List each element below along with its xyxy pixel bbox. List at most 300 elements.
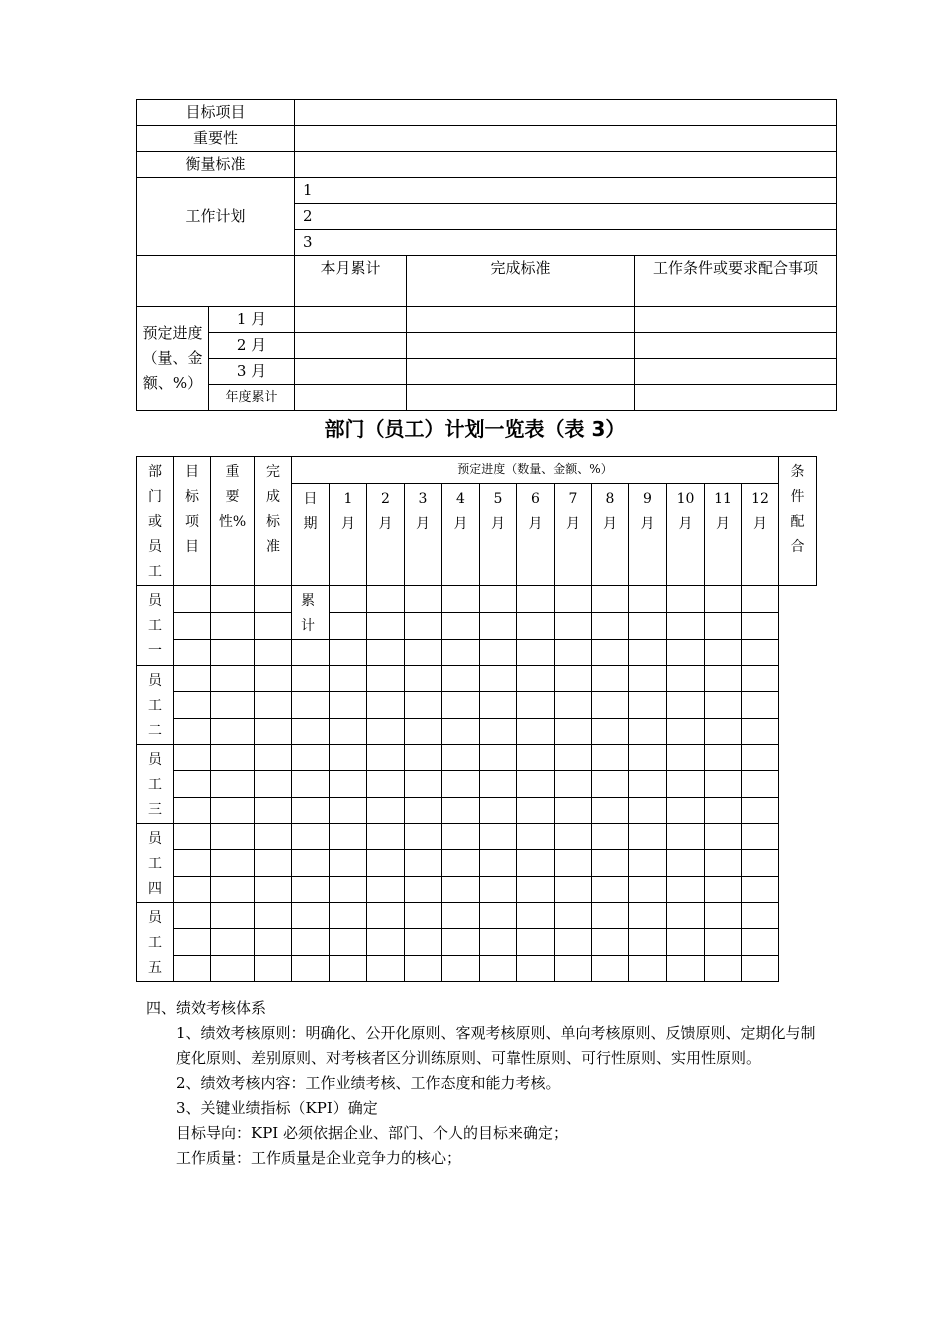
table-cell[interactable] [517,876,555,902]
conditions-header: 工作条件或要求配合事项 [635,256,837,307]
table-cell[interactable] [480,903,517,929]
table-cell[interactable] [255,640,292,666]
dept-header [137,457,174,586]
table-cell[interactable] [517,613,555,640]
table-cell[interactable] [330,613,367,640]
completion-header-text: 完 成 标 准 [266,464,280,555]
table-cell[interactable] [405,876,442,902]
table-cell[interactable] [330,929,367,955]
table-cell[interactable] [330,586,367,613]
table-cell[interactable] [742,955,779,981]
table-cell[interactable] [211,824,255,850]
table-cell[interactable] [405,955,442,981]
table-cell[interactable] [517,824,555,850]
table-cell[interactable] [330,876,367,902]
table-cell[interactable] [211,771,255,797]
table-cell[interactable] [330,824,367,850]
table-cell[interactable] [629,955,667,981]
table-cell[interactable] [405,666,442,692]
table-cell[interactable] [405,771,442,797]
table-cell[interactable] [292,955,330,981]
table-cell[interactable] [442,797,480,823]
table-cell[interactable] [405,718,442,744]
table-cell[interactable] [480,718,517,744]
cell[interactable] [635,359,837,385]
table-cell[interactable] [667,745,705,771]
table-cell[interactable] [705,929,742,955]
table-cell[interactable] [442,876,480,902]
cell[interactable] [295,385,407,411]
table-cell[interactable] [480,797,517,823]
table-cell[interactable] [211,850,255,876]
importance-label: 重要性 [137,126,295,152]
month-label-2: 2 月 [209,333,295,359]
table-cell[interactable] [592,955,629,981]
table-cell[interactable] [705,640,742,666]
table-cell[interactable] [255,824,292,850]
month-total-header: 本月累计 [295,256,407,307]
table-cell[interactable] [405,745,442,771]
table-cell[interactable] [174,955,211,981]
table-cell[interactable] [255,718,292,744]
importance-cell[interactable] [295,126,837,152]
table-cell[interactable] [555,797,592,823]
table-cell[interactable] [405,692,442,718]
table-cell[interactable] [405,797,442,823]
table-cell[interactable] [592,903,629,929]
table-cell[interactable] [211,929,255,955]
table-cell[interactable] [174,666,211,692]
table-cell[interactable] [742,692,779,718]
table-cell[interactable] [592,692,629,718]
table-cell[interactable] [592,666,629,692]
table-cell[interactable] [367,692,405,718]
table-cell[interactable] [705,903,742,929]
table-cell[interactable] [705,745,742,771]
table-cell[interactable] [367,955,405,981]
table-cell[interactable] [480,666,517,692]
table-cell[interactable] [667,640,705,666]
table-cell[interactable] [629,929,667,955]
table-cell[interactable] [705,797,742,823]
table-cell[interactable] [211,692,255,718]
table-cell[interactable] [629,666,667,692]
table-cell[interactable] [555,850,592,876]
table-cell[interactable] [555,718,592,744]
table-cell[interactable] [742,586,779,613]
table-cell[interactable] [517,955,555,981]
table-cell[interactable] [405,903,442,929]
importance-header [211,457,255,586]
table-cell[interactable] [629,850,667,876]
table-cell[interactable] [555,613,592,640]
table-cell[interactable] [480,613,517,640]
table-cell[interactable] [367,929,405,955]
table-cell[interactable] [292,771,330,797]
table-cell[interactable] [174,586,211,613]
month-header-12 [742,483,779,585]
table-cell[interactable] [442,955,480,981]
table-cell[interactable] [517,640,555,666]
table-cell[interactable] [255,692,292,718]
table-cell[interactable] [705,771,742,797]
table-cell[interactable] [330,771,367,797]
table-cell[interactable] [255,797,292,823]
table-cell[interactable] [367,824,405,850]
table-cell[interactable] [367,850,405,876]
table-cell[interactable] [330,666,367,692]
employee-label-4 [137,824,174,903]
table-cell[interactable] [211,666,255,692]
table-cell[interactable] [405,850,442,876]
plan-overview-table [136,456,817,982]
table-cell[interactable] [667,692,705,718]
table-cell[interactable] [367,586,405,613]
table-cell[interactable] [255,876,292,902]
cell[interactable] [635,307,837,333]
table-cell[interactable] [442,903,480,929]
table-cell[interactable] [555,903,592,929]
table-row [137,797,817,823]
table-cell[interactable] [367,797,405,823]
table-cell[interactable] [667,613,705,640]
table-cell[interactable] [667,666,705,692]
table-cell[interactable] [555,771,592,797]
table-row [137,640,817,666]
table-cell[interactable] [742,666,779,692]
target-item-cell[interactable] [295,100,837,126]
table-cell[interactable] [705,718,742,744]
table-cell[interactable] [480,640,517,666]
table-cell[interactable] [742,745,779,771]
table-cell[interactable] [405,586,442,613]
table-row [137,876,817,902]
table-cell[interactable] [629,903,667,929]
table-cell[interactable] [292,692,330,718]
table-cell[interactable] [255,613,292,640]
table-cell[interactable] [255,903,292,929]
table-cell[interactable] [211,718,255,744]
table-cell[interactable] [367,903,405,929]
table-cell[interactable] [255,955,292,981]
table-cell[interactable] [255,666,292,692]
table-cell[interactable] [367,876,405,902]
table-cell[interactable] [330,955,367,981]
table-cell[interactable] [592,876,629,902]
table-cell[interactable] [555,745,592,771]
table-cell[interactable] [292,745,330,771]
table-cell[interactable] [211,613,255,640]
table-cell[interactable] [705,850,742,876]
month-header-7-text: 7 月 [566,490,580,532]
table-cell[interactable] [705,876,742,902]
table-cell[interactable] [592,824,629,850]
date-header [292,483,330,585]
table-cell[interactable] [555,692,592,718]
table-cell[interactable] [174,824,211,850]
table-cell[interactable] [705,586,742,613]
table-cell[interactable] [442,771,480,797]
table-cell[interactable] [667,824,705,850]
table-cell[interactable] [592,718,629,744]
table-cell[interactable] [174,692,211,718]
table-cell[interactable] [480,876,517,902]
month-header-11 [705,483,742,585]
month-header-2-text: 2 月 [378,490,393,532]
table-cell[interactable] [292,640,330,666]
table-cell[interactable] [592,586,629,613]
table-cell[interactable] [517,850,555,876]
table-cell[interactable] [742,718,779,744]
table-cell[interactable] [442,586,480,613]
table-cell[interactable] [174,771,211,797]
month-header-4 [442,483,480,585]
table-cell[interactable] [517,586,555,613]
table-cell[interactable] [442,640,480,666]
table-cell[interactable] [705,955,742,981]
table-cell[interactable] [705,666,742,692]
table-cell[interactable] [517,692,555,718]
table-cell[interactable] [174,903,211,929]
goal-orientation-paragraph: 目标导向：KPI 必须依据企业、部门、个人的目标来确定； [176,1124,568,1142]
table-cell[interactable] [405,613,442,640]
month-header-2 [367,483,405,585]
table-cell[interactable] [292,929,330,955]
table-cell[interactable] [667,718,705,744]
table-cell[interactable] [667,771,705,797]
table-cell[interactable] [667,850,705,876]
table-cell[interactable] [174,850,211,876]
cell[interactable] [295,359,407,385]
table-cell[interactable] [517,771,555,797]
table-cell[interactable] [629,771,667,797]
table-cell[interactable] [742,850,779,876]
cell[interactable] [407,333,635,359]
target-header-text: 目 标 项 目 [185,464,199,555]
month-header-7 [555,483,592,585]
table-cell[interactable] [592,613,629,640]
table-cell[interactable] [742,876,779,902]
measure-cell[interactable] [295,152,837,178]
table-cell[interactable] [480,745,517,771]
table-row [137,613,817,640]
table-cell[interactable] [592,640,629,666]
table-cell[interactable] [705,824,742,850]
table-cell[interactable] [667,586,705,613]
table-cell[interactable] [255,850,292,876]
table-cell[interactable] [480,824,517,850]
employee-label-1-text: 员 工 一 [148,593,162,659]
table-cell[interactable] [405,640,442,666]
plan-item-3[interactable]: 3 [295,230,837,256]
table-cell[interactable] [174,797,211,823]
table-cell[interactable] [330,640,367,666]
table-cell[interactable] [255,929,292,955]
table-cell[interactable] [629,613,667,640]
cell[interactable] [295,307,407,333]
table-cell[interactable] [517,666,555,692]
table-cell[interactable] [629,824,667,850]
table-cell[interactable] [211,955,255,981]
table-cell[interactable] [174,613,211,640]
month-header-11-text: 11 月 [714,490,732,532]
table-cell[interactable] [742,797,779,823]
table-row [137,955,817,981]
table-cell[interactable] [211,640,255,666]
table-cell[interactable] [742,613,779,640]
table-cell[interactable] [367,613,405,640]
table-cell[interactable] [742,824,779,850]
table-cell[interactable] [742,929,779,955]
table-cell[interactable] [480,692,517,718]
month-header-10-text: 10 月 [676,490,695,532]
table-cell[interactable] [555,929,592,955]
table-cell[interactable] [211,903,255,929]
plan-item-2[interactable]: 2 [295,204,837,230]
table-cell[interactable] [555,955,592,981]
target-header [174,457,211,586]
table-cell[interactable] [742,640,779,666]
table-cell[interactable] [442,718,480,744]
table-cell[interactable] [292,850,330,876]
table-cell[interactable] [174,876,211,902]
table-cell[interactable] [367,771,405,797]
table-cell[interactable] [667,929,705,955]
table-cell[interactable] [705,613,742,640]
table-cell[interactable] [367,745,405,771]
month-header-12-text: 12 月 [751,490,769,532]
table-cell[interactable] [592,797,629,823]
table-cell[interactable] [330,718,367,744]
table-cell[interactable] [742,771,779,797]
table-cell[interactable] [667,876,705,902]
progress-header: 预定进度（数量、金额、%） [292,457,779,484]
table-cell[interactable] [255,745,292,771]
table-cell[interactable] [629,718,667,744]
table-cell[interactable] [442,850,480,876]
table-cell[interactable] [667,797,705,823]
table-cell[interactable] [330,903,367,929]
table-cell[interactable] [292,718,330,744]
table-cell[interactable] [367,718,405,744]
table-cell[interactable] [629,745,667,771]
table-cell[interactable] [255,586,292,613]
table-cell[interactable] [667,903,705,929]
table-cell[interactable] [367,666,405,692]
cell[interactable] [635,385,837,411]
month-label-1: 1 月 [209,307,295,333]
month-header-6-text: 6 月 [528,490,543,532]
table-cell[interactable] [211,876,255,902]
table-cell[interactable] [174,745,211,771]
cell[interactable] [407,359,635,385]
work-quality-paragraph: 工作质量：工作质量是企业竞争力的核心； [176,1149,462,1167]
plan-item-1[interactable]: 1 [295,178,837,204]
table-cell[interactable] [480,955,517,981]
workplan-label: 工作计划 [137,178,295,256]
table-cell[interactable] [367,640,405,666]
table-cell[interactable] [592,850,629,876]
table-cell[interactable] [442,745,480,771]
table-cell[interactable] [629,876,667,902]
table-cell[interactable] [517,797,555,823]
table-cell[interactable] [629,692,667,718]
table-cell[interactable] [517,718,555,744]
table-cell[interactable] [480,929,517,955]
table-cell[interactable] [292,666,330,692]
table-cell[interactable] [442,929,480,955]
table-cell[interactable] [292,903,330,929]
table-cell[interactable] [517,929,555,955]
cell[interactable] [295,333,407,359]
table-cell[interactable] [667,955,705,981]
table-cell[interactable] [517,745,555,771]
table-cell[interactable] [480,771,517,797]
table-cell[interactable] [592,745,629,771]
table-cell[interactable] [211,797,255,823]
table-cell[interactable] [174,640,211,666]
table-cell[interactable] [555,824,592,850]
table-cell[interactable] [330,850,367,876]
table-cell[interactable] [742,903,779,929]
month-header-3-text: 3 月 [416,490,430,532]
table-cell[interactable] [555,666,592,692]
table-cell[interactable] [405,824,442,850]
target-item-label: 目标项目 [137,100,295,126]
objective-table [136,99,837,411]
table-cell[interactable] [555,876,592,902]
table-cell[interactable] [442,692,480,718]
table-cell[interactable] [555,640,592,666]
table-cell[interactable] [442,824,480,850]
table-cell[interactable] [292,797,330,823]
table-cell[interactable] [330,745,367,771]
table-cell[interactable] [405,929,442,955]
table-cell[interactable] [174,718,211,744]
table-cell[interactable] [592,929,629,955]
table-cell[interactable] [330,797,367,823]
table-cell[interactable] [480,850,517,876]
table-cell[interactable] [517,903,555,929]
table-cell[interactable] [629,640,667,666]
table-cell[interactable] [174,929,211,955]
table-cell[interactable] [592,771,629,797]
month-header-4-text: 4 月 [453,490,468,532]
table-cell[interactable] [442,613,480,640]
table-cell[interactable] [211,586,255,613]
table-cell[interactable] [705,692,742,718]
month-header-10 [667,483,705,585]
table-row [137,586,817,613]
progress-label: 预定进度（量、金额、%） [137,307,209,411]
table-cell[interactable] [255,771,292,797]
table-cell[interactable] [292,824,330,850]
cell[interactable] [407,307,635,333]
table-cell[interactable] [629,586,667,613]
table-cell[interactable] [629,797,667,823]
cell[interactable] [407,385,635,411]
table-row [137,692,817,718]
cell[interactable] [635,333,837,359]
table-cell[interactable] [211,745,255,771]
table-cell[interactable] [480,586,517,613]
table-cell[interactable] [292,876,330,902]
table-cell[interactable] [555,586,592,613]
table-cell[interactable] [330,692,367,718]
importance-header-text: 重 要 性% [218,464,247,530]
kpi-paragraph: 3、关键业绩指标（KPI）确定 [176,1099,378,1117]
table-cell[interactable] [442,666,480,692]
